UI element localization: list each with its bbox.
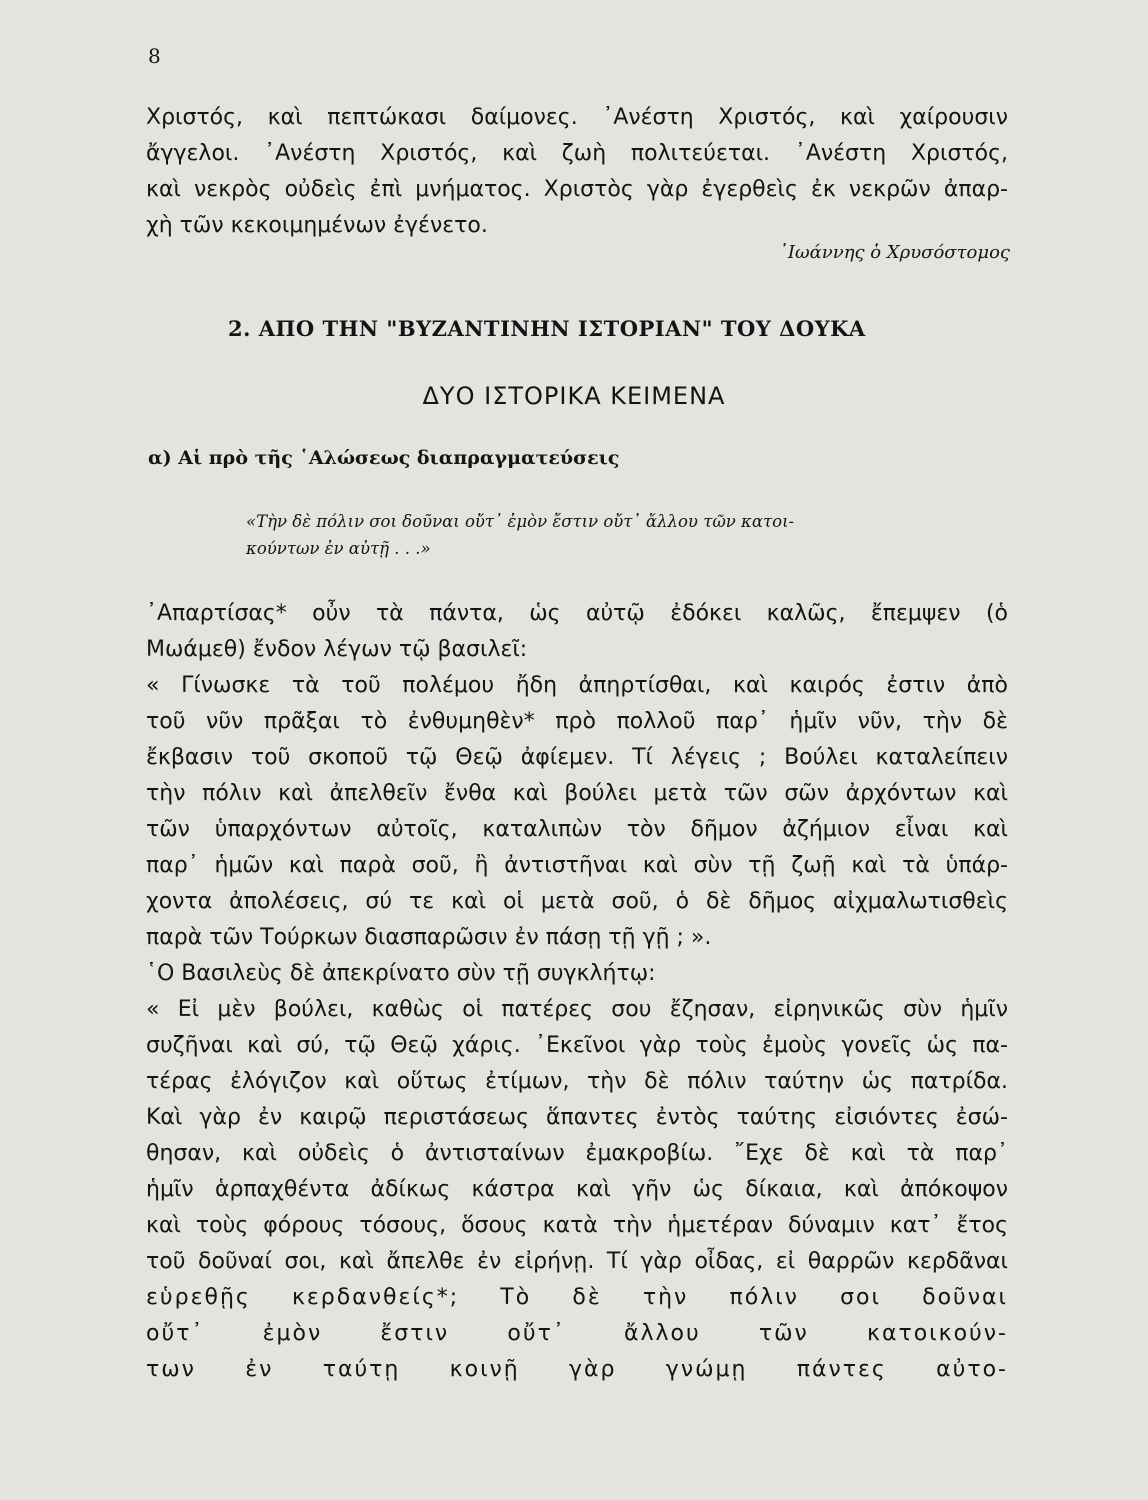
- text-line: τῶν ὑπαρχόντων αὐτοῖς, καταλιπὼν τὸν δῆμον ἀζήμιον εἶναι καὶ: [146, 817, 1008, 842]
- text-line: εὑρεθῇς κερδανθείς*; Τὸ δὲ τὴν πόλιν σοι δοῦναι: [146, 1285, 1008, 1310]
- text-line: ᾿Απαρτίσας* οὖν τὰ πάντα, ὡς αὐτῷ ἐδόκει καλῶς, ἔπεμψεν (ὁ: [146, 601, 1008, 626]
- text-line: ῾Ο Βασιλεὺς δὲ ἀπεκρίνατο σὺν τῇ συγκλήτῳ:: [146, 961, 656, 986]
- text-line: ἄγγελοι. ᾿Ανέστη Χριστός, καὶ ζωὴ πολιτεύεται. ᾿Ανέστη Χριστός,: [146, 141, 1008, 166]
- text-line: χὴ τῶν κεκοιμημένων ἐγένετο.: [146, 213, 488, 238]
- text-line: παρὰ τῶν Τούρκων διασπαρῶσιν ἐν πάσῃ τῇ γῇ ; ».: [146, 925, 712, 950]
- text-line: καὶ νεκρὸς οὐδεὶς ἐπὶ μνήματος. Χριστὸς γὰρ ἐγερθεὶς ἐκ νεκρῶν ἀπαρ-: [146, 177, 1008, 202]
- text-line: συζῆναι καὶ σύ, τῷ Θεῷ χάρις. ᾿Εκεῖνοι γὰρ τοὺς ἐμοὺς γονεῖς ὡς πα-: [146, 1033, 1008, 1058]
- section-heading: 2. ΑΠΟ ΤΗΝ "ΒΥΖΑΝΤΙΝΗΝ ΙΣΤΟΡΙΑΝ" ΤΟΥ ΔΟΥΚΑ: [228, 316, 866, 341]
- text-line: Καὶ γὰρ ἐν καιρῷ περιστάσεως ἅπαντες ἐντὸς ταύτης εἰσιόντες ἐσώ-: [146, 1105, 1008, 1130]
- text-line: « Γίνωσκε τὰ τοῦ πολέμου ἤδη ἀπηρτίσθαι, καὶ καιρός ἐστιν ἀπὸ: [146, 673, 1008, 698]
- text-line: Χριστός, καὶ πεπτώκασι δαίμονες. ᾿Ανέστη Χριστός, καὶ χαίρουσιν: [146, 105, 1008, 130]
- text-line: τοῦ δοῦναί σοι, καὶ ἄπελθε ἐν εἰρήνῃ. Τί γὰρ οἶδας, εἰ θαρρῶν κερδᾶναι: [146, 1249, 1008, 1274]
- text-line: τοῦ νῦν πρᾶξαι τὸ ἐνθυμηθὲν* πρὸ πολλοῦ παρ᾿ ἡμῖν νῦν, τὴν δὲ: [146, 709, 1008, 734]
- text-line: τὴν πόλιν καὶ ἀπελθεῖν ἔνθα καὶ βούλει μετὰ τῶν σῶν ἀρχόντων καὶ: [146, 781, 1008, 806]
- text-line: χοντα ἀπολέσεις, σύ τε καὶ οἱ μετὰ σοῦ, ὁ δὲ δῆμος αἰχμαλωτισθεὶς: [146, 889, 1008, 914]
- epigraph-line: «Τὴν δὲ πόλιν σοι δοῦναι οὔτ᾿ ἐμὸν ἔστιν οὔτ᾿ ἄλλου τῶν κατοι-: [246, 512, 795, 531]
- text-line: Μωάμεθ) ἔνδον λέγων τῷ βασιλεῖ:: [146, 637, 528, 662]
- intro-paragraph: [146, 100, 1008, 244]
- text-line: ἡμῖν ἁρπαχθέντα ἀδίκως κάστρα καὶ γῆν ὡς δίκαια, καὶ ἀπόκοψον: [146, 1177, 1008, 1202]
- text-line: τέρας ἐλόγιζον καὶ οὕτως ἐτίμων, τὴν δὲ πόλιν ταύτην ὡς πατρίδα.: [146, 1069, 1008, 1094]
- text-line: παρ᾿ ἡμῶν καὶ παρὰ σοῦ, ἢ ἀντιστῆναι καὶ σὺν τῇ ζωῇ καὶ τὰ ὑπάρ-: [146, 853, 1008, 878]
- epigraph: [246, 508, 1008, 562]
- subsection-label: α) Αἱ πρὸ τῆς ῾Αλώσεως διαπραγματεύσεις: [148, 447, 620, 469]
- text-line: οὔτ᾿ ἐμὸν ἔστιν οὔτ᾿ ἄλλου τῶν κατοικούν-: [146, 1321, 1008, 1346]
- body-paragraph: [146, 596, 1008, 1388]
- attribution: ᾿Ιωάννης ὁ Χρυσόστομος: [778, 242, 1010, 263]
- text-line: θησαν, καὶ οὐδεὶς ὁ ἀντισταίνων ἐμακροβίω. ῎Εχε δὲ καὶ τὰ παρ᾿: [146, 1141, 1008, 1166]
- section-subheading: ΔΥΟ ΙΣΤΟΡΙΚΑ ΚΕΙΜΕΝΑ: [422, 382, 726, 410]
- text-line: των ἐν ταύτῃ κοινῇ γὰρ γνώμῃ πάντες αὐτο-: [146, 1357, 1008, 1382]
- text-line: « Εἰ μὲν βούλει, καθὼς οἱ πατέρες σου ἔζησαν, εἰρηνικῶς σὺν ἡμῖν: [146, 997, 1008, 1022]
- epigraph-line: κούντων ἐν αὐτῇ . . .»: [246, 539, 431, 558]
- text-line: ἔκβασιν τοῦ σκοποῦ τῷ Θεῷ ἀφίεμεν. Τί λέγεις ; Βούλει καταλείπειν: [146, 745, 1008, 770]
- text-line: καὶ τοὺς φόρους τόσους, ὅσους κατὰ τὴν ἡμετέραν δύναμιν κατ᾿ ἔτος: [146, 1213, 1008, 1238]
- page-number: 8: [148, 44, 161, 68]
